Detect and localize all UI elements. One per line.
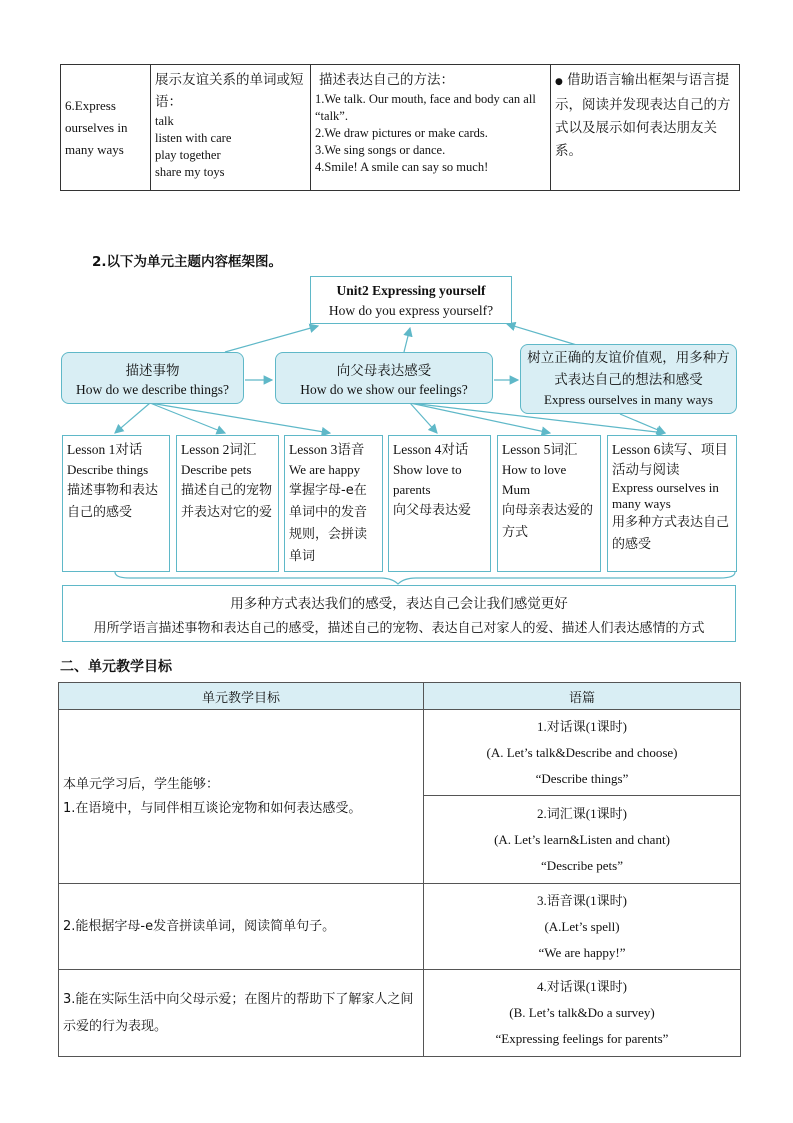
lesson-label: Lesson 2词汇 [181,442,257,457]
goal-text: 1.在语境中，与同伴相互谈论宠物和如何表达感受。 [63,800,362,816]
summary-line-2: 用所学语言描述事物和表达自己的感受，描述自己的宠物、表达自己对家人的爱、描述人们表达感情的方式 [93,621,705,636]
lesson-box [388,435,491,572]
summary-line-1: 用多种方式表达我们的感受，表达自己会让我们感觉更好 [230,596,568,612]
express-method: 4.Smile! A smile can say so much! [315,160,489,174]
theme-feelings-zh: 向父母表达感受 [336,363,432,379]
lesson-label: Lesson 3语音 [289,442,365,457]
lesson-box [62,435,170,572]
lesson-topic: How to love Mum [502,462,567,497]
lesson-topic: Describe pets [181,462,252,477]
text-title: 3.语音课(1课时) [537,892,627,908]
lesson-6-title: 6.Express ourselves in many ways [65,97,128,157]
text-source: (A. Let’s talk&Describe and choose) [486,744,678,760]
text-name: “Describe pets” [541,857,623,873]
lesson-label: Lesson 5词汇 [502,442,578,457]
goal-cell [59,970,424,1057]
theme-feelings-box [275,352,493,404]
express-method: 2.We draw pictures or make cards. [315,126,488,140]
lesson-goal: 用多种方式表达自己的感受 [612,515,730,552]
friendship-word: listen with care [155,131,232,145]
lesson-label: Lesson 1对话 [67,442,143,457]
lesson-topic: We are happy [289,462,361,477]
friendship-words-title: 展示友谊关系的单词或短语： [155,72,304,110]
text-source: (B. Let’s talk&Do a survey) [509,1005,655,1020]
goal-intro: 本单元学习后，学生能够： [63,776,220,792]
text-source: (A. Let’s learn&Listen and chant) [494,831,670,847]
lesson-goal: 描述自己的宠物并表达对它的爱 [181,483,273,520]
lesson-goal: 向父母表达爱 [393,503,472,518]
goal-table [58,682,741,1057]
column-header: 单元教学目标 [59,683,424,710]
express-method: 1.We talk. Our mouth, face and body can all “talk”. [315,92,536,123]
lesson-goal: 描述事物和表达自己的感受 [67,483,159,520]
arrow [150,403,330,433]
friendship-word: share my toys [155,165,225,179]
express-method: 3.We sing songs or dance. [315,143,446,157]
lesson-box [607,435,737,572]
unit-question: How do you express yourself? [328,303,494,318]
summary-box [62,585,736,642]
friendship-word: play together [155,148,221,162]
theme-describe-en: How do we describe things? [76,382,229,397]
lesson-goal: 向母亲表达爱的方式 [502,503,594,540]
text-name: “Describe things” [535,770,629,786]
text-title: 1.对话课(1课时) [537,718,627,734]
unit-root-box [310,276,512,324]
strategy-text: 借助语言输出框架与语言提示，阅读并发现表达自己的方式以及展示如何表达朋友关系。 [555,72,731,159]
text-title: 4.对话课(1课时) [537,979,627,994]
lesson-topic: Express ourselves in many ways [612,480,719,511]
lesson-box [284,435,383,572]
arrow [225,326,318,352]
theme-feelings-en: How do we show our feelings? [300,382,468,397]
arrow [150,403,225,433]
text-name: “We are happy!” [538,944,626,960]
theme-values-box [520,344,737,414]
unit-title: Unit2 Expressing yourself [336,283,486,298]
section-heading: 2.以下为单元主题内容框架图。 [92,254,283,270]
text-cell [424,884,741,970]
theme-values-en: Express ourselves in many ways [544,392,713,407]
arrow [507,324,580,346]
section-title: 二、单元教学目标 [60,659,172,675]
text-cell [424,970,741,1057]
arrow [404,328,410,352]
theme-describe-zh: 描述事物 [125,363,180,379]
text-title: 2.词汇课(1课时) [537,805,627,821]
text-cell [424,710,741,796]
summary-brace [115,572,735,584]
lesson-topic: Describe things [67,462,149,477]
lesson-box [497,435,601,572]
bullet-icon: ● [555,77,563,87]
theme-describe-box [61,352,244,404]
text-source: (A.Let’s spell) [544,918,620,934]
text-cell [424,796,741,884]
goal-text: 3.能在实际生活中向父母示爱；在图片的帮助下了解家人之间示爱的行为表现。 [63,992,414,1034]
goal-cell [59,884,424,970]
theme-values-zh: 树立正确的友谊价值观，用多种方式表达自己的想法和感受 [527,350,730,388]
arrow [115,403,150,433]
lesson-label: Lesson 6读写、项目活动与阅读 [612,442,728,477]
goal-cell [59,710,424,884]
lesson-box [176,435,279,572]
lesson-topic: Show love to parents [393,462,462,497]
express-methods-title: 描述表达自己的方法： [319,72,454,88]
lesson-label: Lesson 4对话 [393,442,469,457]
column-header: 语篇 [424,683,741,710]
text-name: “Expressing feelings for parents” [495,1031,669,1046]
lesson-goal: 掌握字母-e在单词中的发音规则，会拼读单词 [289,483,368,564]
goal-text: 2.能根据字母-e发音拼读单词，阅读简单句子。 [63,918,336,934]
friendship-word: talk [155,114,174,128]
